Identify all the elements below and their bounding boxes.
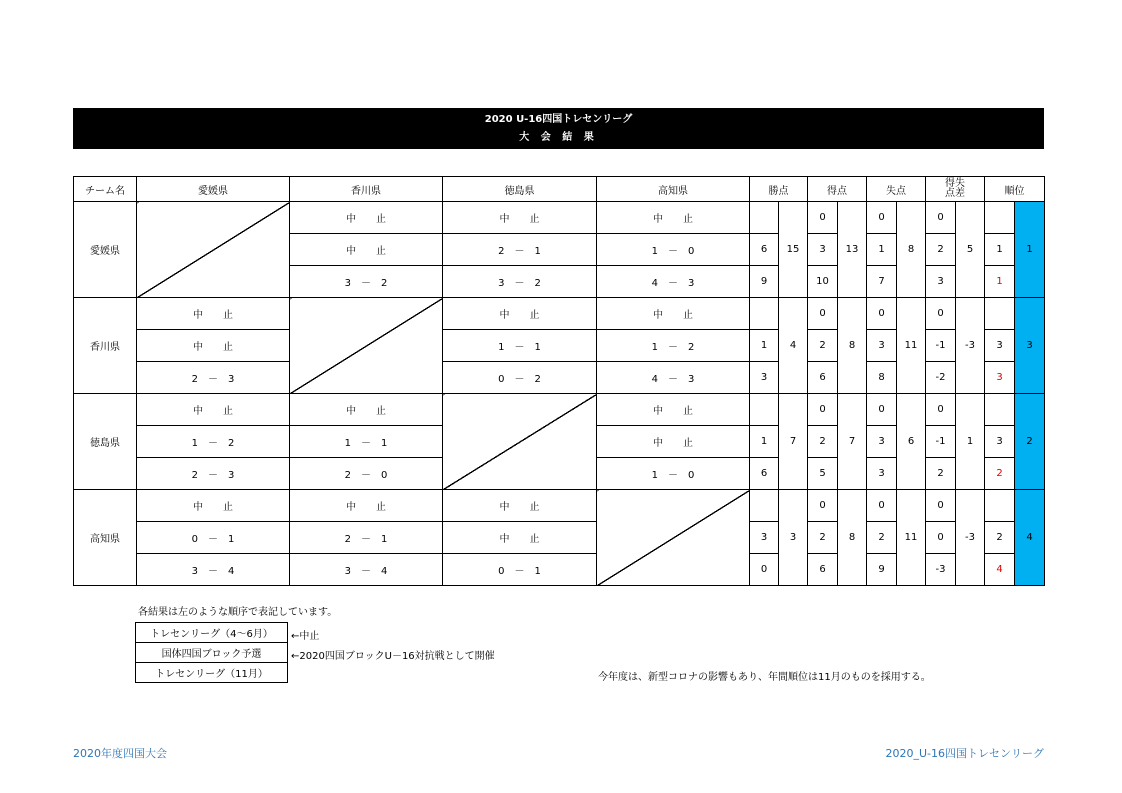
goals-for-cell: 0: [808, 394, 838, 426]
header-team-3: 徳島県: [443, 177, 597, 202]
rank-cell: [985, 202, 1015, 234]
legend-arrow-note-2: ←2020四国ブロックU－16対抗戦として開催: [291, 651, 495, 662]
goals-for-cell: 6: [808, 554, 838, 586]
team-name: 徳島県: [74, 394, 137, 490]
match-result: 4 － 3: [597, 362, 750, 394]
match-result: 中 止: [597, 202, 750, 234]
goals-against-total: 11: [897, 298, 926, 394]
team-name: 香川県: [74, 298, 137, 394]
match-result: 中 止: [597, 426, 750, 458]
header-points: 勝点: [750, 177, 808, 202]
match-result: 1 － 0: [597, 234, 750, 266]
header-goal-diff-text: 得失点差: [945, 178, 965, 199]
match-result: 中 止: [137, 330, 290, 362]
goals-for-cell: 2: [808, 522, 838, 554]
rank-cell: 1: [985, 266, 1015, 298]
legend-table: [135, 622, 288, 683]
rank-cell: 3: [985, 330, 1015, 362]
goals-for-cell: 2: [808, 426, 838, 458]
match-result: 2 － 3: [137, 362, 290, 394]
team-name: 高知県: [74, 490, 137, 586]
goal-diff-cell: 2: [926, 458, 956, 490]
page-subtitle: 大 会 結 果: [519, 132, 598, 143]
match-result: 0 － 2: [443, 362, 597, 394]
legend-note: 各結果は左のような順序で表記しています。: [138, 607, 338, 618]
points-total: 7: [779, 394, 808, 490]
rank-final: 4: [1015, 490, 1045, 586]
table-row: [74, 490, 1045, 522]
goal-diff-cell: 0: [926, 298, 956, 330]
goals-against-cell: 7: [867, 266, 897, 298]
page-title: 2020 U-16四国トレセンリーグ: [484, 114, 633, 125]
match-result: 2 － 1: [290, 522, 443, 554]
goals-against-total: 6: [897, 394, 926, 490]
match-result: 中 止: [443, 522, 597, 554]
goal-diff-cell: 3: [926, 266, 956, 298]
points-total: 3: [779, 490, 808, 586]
match-result: 1 － 0: [597, 458, 750, 490]
match-result: 中 止: [137, 298, 290, 330]
goal-diff-cell: 0: [926, 202, 956, 234]
goal-diff-total: -3: [956, 298, 985, 394]
match-result: 中 止: [137, 394, 290, 426]
team-name: 愛媛県: [74, 202, 137, 298]
match-result: 中 止: [443, 490, 597, 522]
points-cell: 0: [750, 554, 779, 586]
header-team-1: 愛媛県: [137, 177, 290, 202]
goal-diff-cell: 2: [926, 234, 956, 266]
header-goal-diff: [926, 177, 985, 202]
points-cell: 1: [750, 426, 779, 458]
match-result: 中 止: [290, 490, 443, 522]
ranking-remark: 今年度は、新型コロナの影響もあり、年間順位は11月のものを採用する。: [598, 672, 931, 683]
header-team-2: 香川県: [290, 177, 443, 202]
header-rank: 順位: [985, 177, 1045, 202]
match-result: 中 止: [443, 202, 597, 234]
rank-final: 2: [1015, 394, 1045, 490]
match-result: 0 － 1: [443, 554, 597, 586]
points-total: 15: [779, 202, 808, 298]
table-row: [74, 202, 1045, 234]
legend-item-3: トレセンリーグ（11月）: [136, 663, 288, 683]
points-total: 4: [779, 298, 808, 394]
match-result: 3 － 4: [137, 554, 290, 586]
rank-cell: [985, 394, 1015, 426]
goals-against-cell: 0: [867, 202, 897, 234]
match-result: 1 － 2: [137, 426, 290, 458]
goal-diff-cell: 0: [926, 522, 956, 554]
diagonal-cell: [597, 490, 750, 586]
rank-cell: 3: [985, 426, 1015, 458]
header-goals-against: 失点: [867, 177, 926, 202]
points-cell: 1: [750, 330, 779, 362]
goals-for-cell: 2: [808, 330, 838, 362]
goals-against-cell: 8: [867, 362, 897, 394]
match-result: 中 止: [443, 298, 597, 330]
goals-against-cell: 2: [867, 522, 897, 554]
goals-for-cell: 10: [808, 266, 838, 298]
match-result: 中 止: [597, 298, 750, 330]
table-row: [74, 394, 1045, 426]
points-cell: [750, 490, 779, 522]
match-result: 2 － 1: [443, 234, 597, 266]
goals-for-total: 8: [838, 298, 867, 394]
rank-cell: [985, 490, 1015, 522]
footer-left: 2020年度四国大会: [73, 747, 167, 760]
goals-for-total: 7: [838, 394, 867, 490]
goals-for-cell: 6: [808, 362, 838, 394]
legend-arrow-note-1: ←中止: [291, 631, 320, 642]
title-banner: [73, 108, 1044, 149]
legend-item-1: トレセンリーグ（4～6月）: [136, 623, 288, 643]
table-row: [74, 298, 1045, 330]
points-cell: 3: [750, 522, 779, 554]
goal-diff-total: 5: [956, 202, 985, 298]
header-team: チーム名: [74, 177, 137, 202]
rank-cell: 1: [985, 234, 1015, 266]
goals-for-cell: 5: [808, 458, 838, 490]
goal-diff-cell: 0: [926, 490, 956, 522]
goals-for-total: 8: [838, 490, 867, 586]
goals-against-cell: 0: [867, 298, 897, 330]
rank-final: 1: [1015, 202, 1045, 298]
rank-cell: 3: [985, 362, 1015, 394]
match-result: 中 止: [290, 202, 443, 234]
goals-against-cell: 0: [867, 490, 897, 522]
goals-against-cell: 0: [867, 394, 897, 426]
goals-for-total: 13: [838, 202, 867, 298]
diagonal-cell: [290, 298, 443, 394]
goal-diff-cell: -1: [926, 426, 956, 458]
points-cell: 6: [750, 458, 779, 490]
goals-for-cell: 0: [808, 298, 838, 330]
goal-diff-cell: 0: [926, 394, 956, 426]
points-cell: [750, 202, 779, 234]
legend-item-2: 国体四国ブロック予選: [136, 643, 288, 663]
match-result: 2 － 0: [290, 458, 443, 490]
points-cell: 6: [750, 234, 779, 266]
points-cell: 9: [750, 266, 779, 298]
header-team-4: 高知県: [597, 177, 750, 202]
goals-for-cell: 3: [808, 234, 838, 266]
rank-cell: 2: [985, 522, 1015, 554]
goal-diff-cell: -2: [926, 362, 956, 394]
goal-diff-cell: -1: [926, 330, 956, 362]
diagonal-cell: [443, 394, 597, 490]
header-goals-for: 得点: [808, 177, 867, 202]
rank-cell: 2: [985, 458, 1015, 490]
match-result: 2 － 3: [137, 458, 290, 490]
points-cell: [750, 298, 779, 330]
goals-against-cell: 3: [867, 426, 897, 458]
match-result: 中 止: [137, 490, 290, 522]
diagonal-cell: [137, 202, 290, 298]
goal-diff-total: -3: [956, 490, 985, 586]
match-result: 3 － 2: [443, 266, 597, 298]
goals-against-cell: 9: [867, 554, 897, 586]
match-result: 中 止: [597, 394, 750, 426]
points-cell: [750, 394, 779, 426]
goals-against-cell: 3: [867, 458, 897, 490]
results-table: [73, 176, 1045, 586]
header-row: [74, 177, 1045, 202]
match-result: 4 － 3: [597, 266, 750, 298]
match-result: 中 止: [290, 394, 443, 426]
match-result: 中 止: [290, 234, 443, 266]
goals-for-cell: 0: [808, 202, 838, 234]
goal-diff-cell: -3: [926, 554, 956, 586]
match-result: 0 － 1: [137, 522, 290, 554]
match-result: 1 － 1: [290, 426, 443, 458]
match-result: 1 － 2: [597, 330, 750, 362]
footer-right: 2020_U-16四国トレセンリーグ: [885, 747, 1044, 760]
match-result: 1 － 1: [443, 330, 597, 362]
goal-diff-total: 1: [956, 394, 985, 490]
rank-cell: 4: [985, 554, 1015, 586]
match-result: 3 － 2: [290, 266, 443, 298]
rank-cell: [985, 298, 1015, 330]
goals-against-cell: 1: [867, 234, 897, 266]
points-cell: 3: [750, 362, 779, 394]
goals-for-cell: 0: [808, 490, 838, 522]
goals-against-cell: 3: [867, 330, 897, 362]
goals-against-total: 11: [897, 490, 926, 586]
match-result: 3 － 4: [290, 554, 443, 586]
rank-final: 3: [1015, 298, 1045, 394]
goals-against-total: 8: [897, 202, 926, 298]
